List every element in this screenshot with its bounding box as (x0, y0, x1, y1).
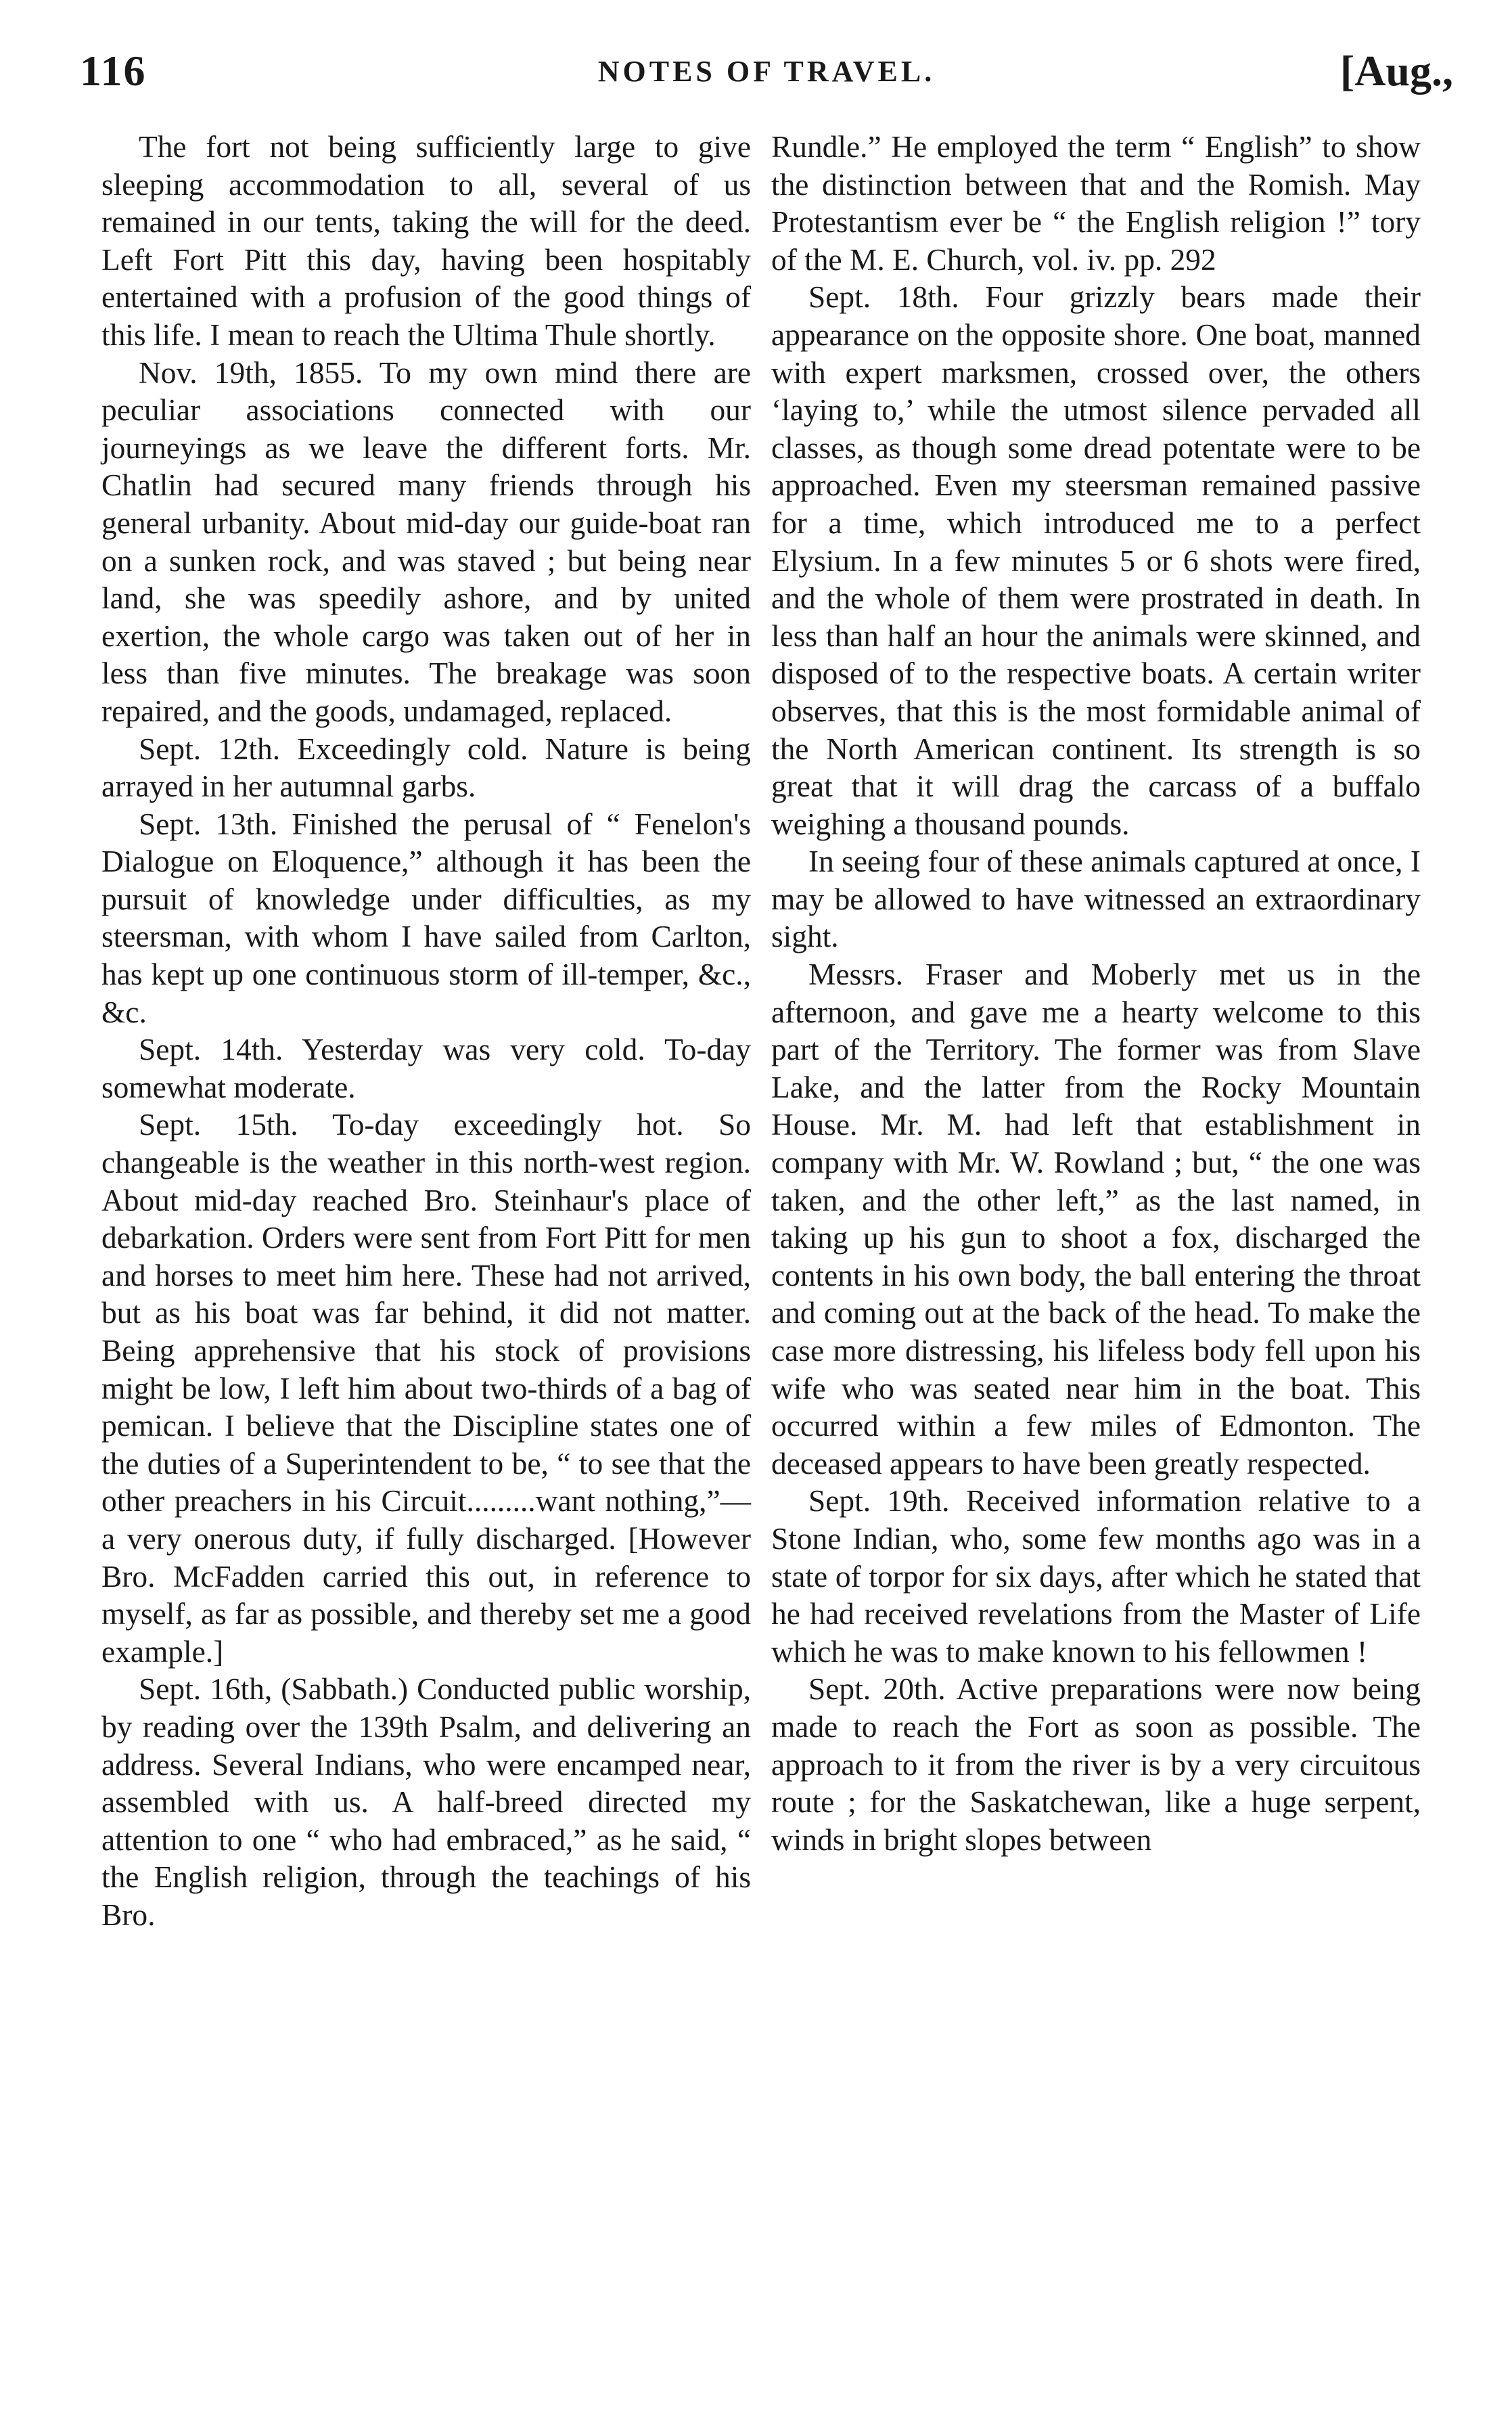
paragraph-fort-pitt: The fort not being sufficiently large to give sleeping accommodation to all, several of us remained in our tents, taking the will for the deed. Left Fort Pitt this day, having been hospitably entertained with a profusion of the good things of this life. I mean to reach the Ultima Thule shortly. (101, 130, 751, 352)
left-column (101, 129, 751, 1935)
paragraph-sept-19: Sept. 19th. Received information relative to a Stone Indian, who, some few months ago was in a state of torpor for six days, after which he stated that he had received revelations from the Master of Life which he was to make known to his fellowmen ! (771, 1484, 1421, 1669)
paragraph-sept-13: Sept. 13th. Finished the perusal of “ Fenelon's Dialogue on Eloquence,” although it has been the pursuit of knowledge under difficulties, as my steersman, with whom I have sailed from Carlton, has kept up one continuous storm of ill-temper, &c., &c. (101, 807, 751, 1029)
paragraph-fraser-moberly: Messrs. Fraser and Moberly met us in the afternoon, and gave me a hearty welcome to this part of the Territory. The former was from Slave Lake, and the latter from the Rocky Mountain House. Mr. M. had left that establishment in company with Mr. W. Rowland ; but, “ the one was taken, and the other left,” as the last named, in taking up his gun to shoot a fox, discharged the contents in his own body, the ball entering the throat and coming out at the back of the head. To make the case more distressing, his lifeless body fell upon his wife who was seated near him in the boat. This occurred within a few miles of Edmonton. The deceased appears to have been greatly respected. (771, 958, 1421, 1481)
paragraph-sept-15: Sept. 15th. To-day exceedingly hot. So changeable is the weather in this north-west region. About mid-day reached Bro. Steinhaur's place of debarkation. Orders were sent from Fort Pitt for men and horses to meet him here. These had not arrived, but as his boat was far behind, it did not matter. Being apprehensive that his stock of provisions might be low, I left him about two-thirds of a bag of pemican. I believe that the Discipline states one of the duties of a Superintendent to be, “ to see that the other preachers in his Circuit.........want nothing,”—a very onerous duty, if fully discharged. [However Bro. McFadden carried this out, in reference to myself, as far as possible, and thereby set me a good example.] (101, 1108, 751, 1669)
page-number: 116 (80, 47, 147, 95)
paragraph-sept-16: Sept. 16th, (Sabbath.) Conducted public worship, by reading over the 139th Psalm, and delivering an address. Several Indians, who were encamped near, assembled with us. A half-breed directed my attention to one “ who had embraced,” as he said, “ the English religion, through the teachings of his Bro. (101, 1672, 751, 1932)
paragraph-sept-12: Sept. 12th. Exceedingly cold. Nature is being arrayed in her autumnal garbs. (101, 731, 751, 804)
paragraph-sept-20: Sept. 20th. Active preparations were now being made to reach the Fort as soon as possible. The approach to it from the river is by a very circuitous route ; for the Saskatchewan, like a huge serpent, winds in bright slopes between (771, 1672, 1421, 1857)
paragraph-captured-bears: In seeing four of these animals captured at once, I may be allowed to have witnessed an extraordinary sight. (771, 845, 1421, 954)
page-header (80, 46, 1453, 120)
paragraph-sept-18: Sept. 18th. Four grizzly bears made their appearance on the opposite shore. One boat, manned with expert marksmen, crossed over, the others ‘laying to,’ while the utmost silence pervaded all classes, as though some dread potentate were to be approached. Even my steersman remained passive for a time, which introduced me to a perfect Elysium. In a few minutes 5 or 6 shots were fired, and the whole of them were prostrated in death. In less than half an hour the animals were skinned, and disposed of to the respective boats. A certain writer observes, that this is the most formidable animal of the North American continent. Its strength is so great that it will drag the carcass of a buffalo weighing a thousand pounds. (771, 280, 1421, 841)
date-mark: [Aug., (1339, 47, 1453, 95)
paragraph-nov-19: Nov. 19th, 1855. To my own mind there are peculiar associations connected with our journeyings as we leave the different forts. Mr. Chatlin had secured many friends through his general urbanity. About mid-day our guide-boat ran on a sunken rock, and was staved ; but being near land, she was speedily ashore, and by united exertion, the whole cargo was taken out of her in less than five minutes. The breakage was soon repaired, and the goods, undamaged, replaced. (101, 355, 751, 728)
paragraph-rundle-continued: Rundle.” He employed the term “ English” to show the distinction between that and the Romish. May Protestantism ever be “ the English religion !” tory of the M. E. Church, vol. iv. pp. 292 (771, 130, 1421, 277)
running-title: NOTES OF TRAVEL. (597, 55, 936, 88)
right-column (771, 129, 1421, 1859)
paragraph-sept-14: Sept. 14th. Yesterday was very cold. To-day somewhat moderate. (101, 1033, 751, 1104)
